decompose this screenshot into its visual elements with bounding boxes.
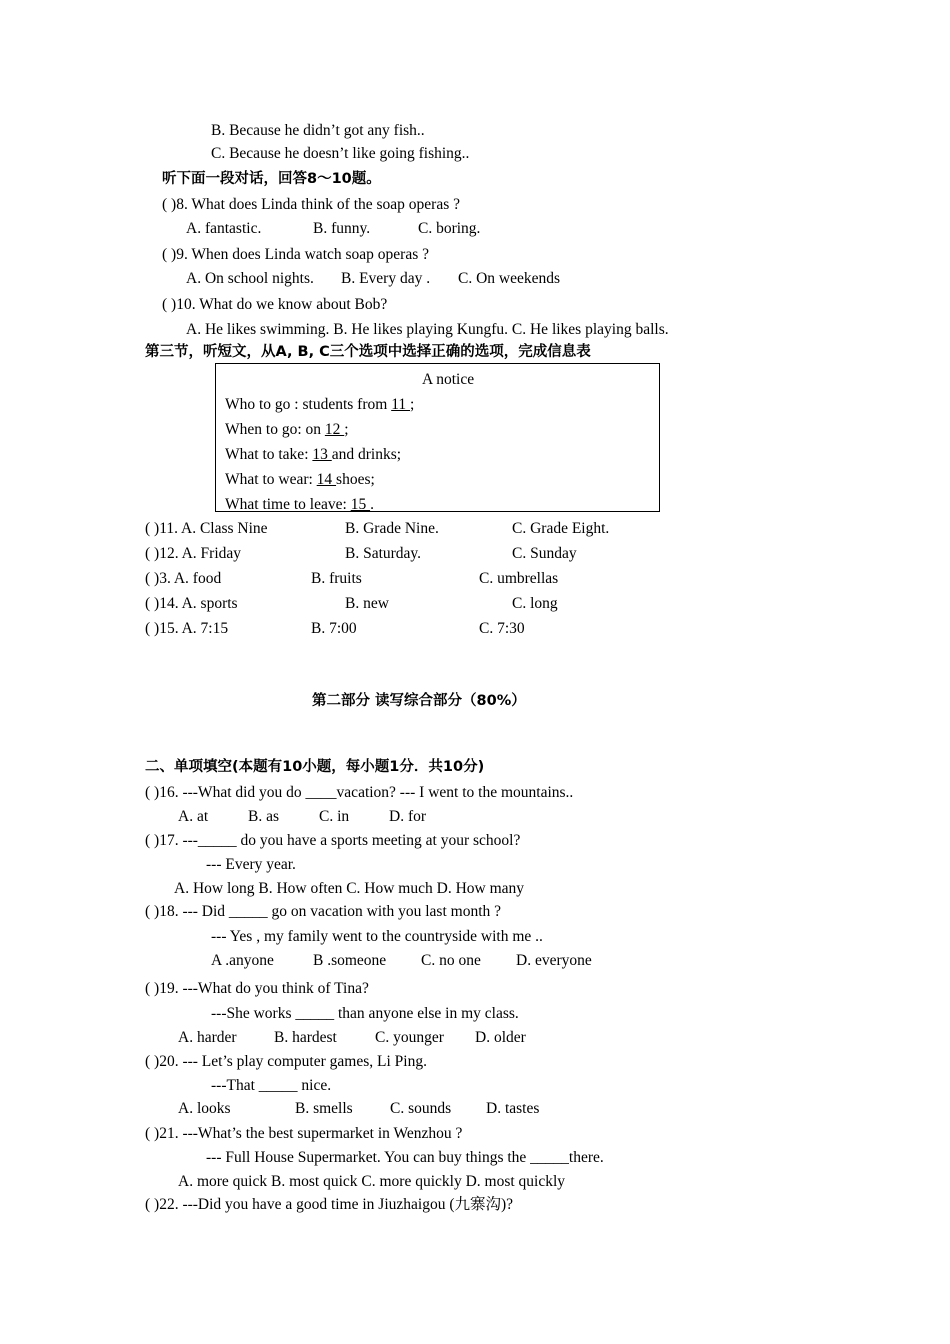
- question-22: ( )22. ---Did you have a good time in Jiuzhaigou (九寨沟)?: [145, 1196, 514, 1213]
- question-21: ( )21. ---What’s the best supermarket in Wenzhou ?: [145, 1125, 463, 1142]
- question-17: ( )17. ---_____ do you have a sports meeting at your school?: [145, 832, 521, 849]
- option-line: A. He likes swimming. B. He likes playing Kungfu. C. He likes playing balls.: [186, 321, 669, 338]
- answer-line: --- Full House Supermarket. You can buy things the _____there.: [206, 1149, 604, 1166]
- question-15: ( )15. A. 7:15: [145, 620, 229, 637]
- option: B. smells: [295, 1100, 353, 1117]
- notice-row: What time to leave: 15 .: [225, 496, 374, 513]
- option: C. boring.: [418, 220, 481, 237]
- option: A. On school nights.: [186, 270, 314, 287]
- option: B. Saturday.: [345, 545, 422, 562]
- option: B. as: [248, 808, 279, 825]
- question-14: ( )14. A. sports: [145, 595, 238, 612]
- option: C. younger: [375, 1029, 444, 1046]
- option: D. tastes: [486, 1100, 540, 1117]
- option: B. hardest: [274, 1029, 337, 1046]
- option: D. everyone: [516, 952, 592, 969]
- question-16: ( )16. ---What did you do ____vacation? --- I went to the mountains..: [145, 784, 574, 801]
- section-heading: 二、单项填空(本题有10小题，每小题1分．共10分): [145, 759, 485, 775]
- option: C. 7:30: [479, 620, 525, 637]
- notice-row: What to take: 13 and drinks;: [225, 446, 402, 463]
- section-heading: 听下面一段对话，回答8～10题。: [162, 171, 381, 187]
- option: B. Grade Nine.: [345, 520, 439, 537]
- answer-line: ---She works _____ than anyone else in my class.: [211, 1005, 519, 1022]
- option: B. 7:00: [311, 620, 357, 637]
- option: A .anyone: [211, 952, 274, 969]
- option: A. at: [178, 808, 209, 825]
- option: A. fantastic.: [186, 220, 262, 237]
- question-8: ( )8. What does Linda think of the soap operas ?: [162, 196, 461, 213]
- answer-line: --- Yes , my family went to the countryside with me ..: [211, 928, 543, 945]
- answer-line: ---That _____ nice.: [211, 1077, 332, 1094]
- option: B. new: [345, 595, 389, 612]
- option: B .someone: [313, 952, 387, 969]
- option: C. Sunday: [512, 545, 577, 562]
- question-10: ( )10. What do we know about Bob?: [162, 296, 388, 313]
- question-19: ( )19. ---What do you think of Tina?: [145, 980, 369, 997]
- option: C. sounds: [390, 1100, 452, 1117]
- option: D. older: [475, 1029, 526, 1046]
- question-9: ( )9. When does Linda watch soap operas ?: [162, 246, 429, 263]
- option: C. On weekends: [458, 270, 561, 287]
- option: C. long: [512, 595, 558, 612]
- question-11: ( )11. A. Class Nine: [145, 520, 268, 537]
- option: B. fruits: [311, 570, 362, 587]
- option: A. harder: [178, 1029, 237, 1046]
- part-heading: 第二部分 读写综合部分（80%）: [312, 693, 526, 709]
- option: C. Grade Eight.: [512, 520, 610, 537]
- notice-title: A notice: [422, 371, 475, 388]
- question-18: ( )18. --- Did _____ go on vacation with you last month ?: [145, 903, 502, 920]
- option: B. Every day .: [341, 270, 431, 287]
- option: A. looks: [178, 1100, 231, 1117]
- option: C. in: [319, 808, 350, 825]
- notice-row: What to wear: 14 shoes;: [225, 471, 375, 488]
- option: B. funny.: [313, 220, 371, 237]
- option-line: C. Because he doesn’t like going fishing..: [211, 145, 470, 162]
- question-13: ( )3. A. food: [145, 570, 222, 587]
- question-20: ( )20. --- Let’s play computer games, Li Ping.: [145, 1053, 427, 1070]
- option: C. no one: [421, 952, 481, 969]
- notice-row: Who to go : students from 11 ;: [225, 396, 415, 413]
- option: C. umbrellas: [479, 570, 559, 587]
- section-heading: 第三节，听短文，从A, B, C三个选项中选择正确的选项，完成信息表: [145, 344, 591, 360]
- option-line: B. Because he didn’t got any fish..: [211, 122, 425, 139]
- answer-line: --- Every year.: [206, 856, 296, 873]
- option: D. for: [389, 808, 427, 825]
- notice-box: [215, 363, 660, 512]
- question-12: ( )12. A. Friday: [145, 545, 242, 562]
- notice-row: When to go: on 12 ;: [225, 421, 349, 438]
- option-line: A. How long B. How often C. How much D. How many: [174, 880, 525, 897]
- option-line: A. more quick B. most quick C. more quickly D. most quickly: [178, 1173, 566, 1190]
